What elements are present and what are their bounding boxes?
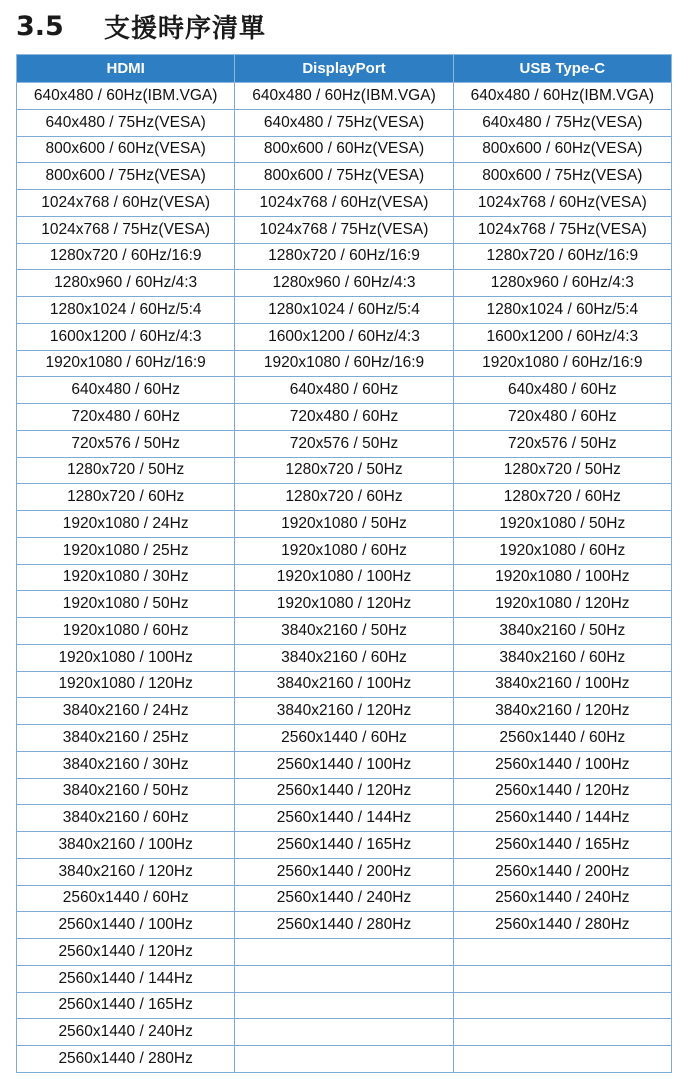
cell-hdmi: 1280x1024 / 60Hz/5:4 [17, 297, 235, 324]
cell-usb-type-c: 2560x1440 / 120Hz [453, 778, 671, 805]
cell-displayport: 1920x1080 / 50Hz [235, 511, 453, 538]
cell-usb-type-c: 1920x1080 / 60Hz [453, 537, 671, 564]
cell-usb-type-c [453, 1019, 671, 1046]
table-row [17, 912, 672, 939]
cell-usb-type-c: 2560x1440 / 240Hz [453, 885, 671, 912]
cell-usb-type-c: 640x480 / 75Hz(VESA) [453, 109, 671, 136]
cell-hdmi: 800x600 / 75Hz(VESA) [17, 163, 235, 190]
cell-displayport: 1600x1200 / 60Hz/4:3 [235, 323, 453, 350]
table-row [17, 1046, 672, 1073]
cell-displayport [235, 992, 453, 1019]
cell-hdmi: 3840x2160 / 100Hz [17, 832, 235, 859]
table-row [17, 858, 672, 885]
cell-displayport: 2560x1440 / 144Hz [235, 805, 453, 832]
table-row [17, 698, 672, 725]
table-row [17, 644, 672, 671]
table-row [17, 457, 672, 484]
cell-hdmi: 2560x1440 / 60Hz [17, 885, 235, 912]
section-heading [16, 4, 266, 48]
cell-usb-type-c: 3840x2160 / 100Hz [453, 671, 671, 698]
table-row [17, 430, 672, 457]
cell-usb-type-c: 1920x1080 / 50Hz [453, 511, 671, 538]
cell-usb-type-c: 1280x1024 / 60Hz/5:4 [453, 297, 671, 324]
cell-displayport: 720x576 / 50Hz [235, 430, 453, 457]
table-row [17, 109, 672, 136]
table-row [17, 136, 672, 163]
column-header-usb-type-c: USB Type-C [453, 55, 671, 83]
cell-displayport: 640x480 / 60Hz(IBM.VGA) [235, 83, 453, 110]
cell-displayport [235, 965, 453, 992]
table-row [17, 297, 672, 324]
table-row [17, 671, 672, 698]
cell-displayport: 1920x1080 / 60Hz [235, 537, 453, 564]
cell-hdmi: 2560x1440 / 144Hz [17, 965, 235, 992]
cell-usb-type-c: 1024x768 / 60Hz(VESA) [453, 190, 671, 217]
cell-hdmi: 1920x1080 / 120Hz [17, 671, 235, 698]
cell-displayport: 720x480 / 60Hz [235, 404, 453, 431]
cell-hdmi: 3840x2160 / 24Hz [17, 698, 235, 725]
table-row [17, 725, 672, 752]
cell-displayport: 3840x2160 / 100Hz [235, 671, 453, 698]
table-row [17, 992, 672, 1019]
cell-usb-type-c: 1280x720 / 50Hz [453, 457, 671, 484]
cell-usb-type-c: 2560x1440 / 280Hz [453, 912, 671, 939]
cell-usb-type-c: 1600x1200 / 60Hz/4:3 [453, 323, 671, 350]
cell-usb-type-c: 2560x1440 / 144Hz [453, 805, 671, 832]
cell-usb-type-c: 3840x2160 / 50Hz [453, 618, 671, 645]
cell-hdmi: 2560x1440 / 240Hz [17, 1019, 235, 1046]
cell-displayport: 800x600 / 75Hz(VESA) [235, 163, 453, 190]
cell-displayport: 2560x1440 / 100Hz [235, 751, 453, 778]
column-header-hdmi: HDMI [17, 55, 235, 83]
cell-usb-type-c: 640x480 / 60Hz [453, 377, 671, 404]
cell-usb-type-c: 1280x720 / 60Hz [453, 484, 671, 511]
column-header-displayport: DisplayPort [235, 55, 453, 83]
cell-usb-type-c: 2560x1440 / 165Hz [453, 832, 671, 859]
cell-displayport: 1920x1080 / 60Hz/16:9 [235, 350, 453, 377]
cell-displayport [235, 939, 453, 966]
cell-usb-type-c [453, 965, 671, 992]
cell-usb-type-c: 1280x960 / 60Hz/4:3 [453, 270, 671, 297]
cell-hdmi: 3840x2160 / 25Hz [17, 725, 235, 752]
cell-hdmi: 720x480 / 60Hz [17, 404, 235, 431]
header-row [17, 55, 672, 83]
cell-displayport: 1280x1024 / 60Hz/5:4 [235, 297, 453, 324]
cell-displayport: 1920x1080 / 120Hz [235, 591, 453, 618]
cell-displayport: 640x480 / 75Hz(VESA) [235, 109, 453, 136]
cell-hdmi: 1920x1080 / 60Hz/16:9 [17, 350, 235, 377]
table-row [17, 751, 672, 778]
cell-displayport: 2560x1440 / 120Hz [235, 778, 453, 805]
table-row [17, 484, 672, 511]
cell-usb-type-c [453, 939, 671, 966]
section-number: 3.5 [16, 10, 64, 42]
cell-usb-type-c: 1280x720 / 60Hz/16:9 [453, 243, 671, 270]
cell-hdmi: 2560x1440 / 280Hz [17, 1046, 235, 1073]
table-row [17, 805, 672, 832]
table-row [17, 1019, 672, 1046]
cell-hdmi: 1600x1200 / 60Hz/4:3 [17, 323, 235, 350]
table-row [17, 377, 672, 404]
table-row [17, 163, 672, 190]
cell-hdmi: 2560x1440 / 165Hz [17, 992, 235, 1019]
table-row [17, 350, 672, 377]
cell-hdmi: 1920x1080 / 25Hz [17, 537, 235, 564]
cell-displayport: 2560x1440 / 280Hz [235, 912, 453, 939]
cell-displayport: 1280x960 / 60Hz/4:3 [235, 270, 453, 297]
table-row [17, 270, 672, 297]
cell-hdmi: 3840x2160 / 60Hz [17, 805, 235, 832]
timing-table-header [17, 55, 672, 83]
cell-hdmi: 3840x2160 / 120Hz [17, 858, 235, 885]
cell-displayport: 1920x1080 / 100Hz [235, 564, 453, 591]
table-row [17, 564, 672, 591]
cell-usb-type-c [453, 992, 671, 1019]
cell-usb-type-c: 2560x1440 / 100Hz [453, 751, 671, 778]
cell-hdmi: 2560x1440 / 100Hz [17, 912, 235, 939]
table-row [17, 243, 672, 270]
cell-hdmi: 1920x1080 / 24Hz [17, 511, 235, 538]
cell-displayport: 2560x1440 / 165Hz [235, 832, 453, 859]
cell-hdmi: 1280x720 / 60Hz [17, 484, 235, 511]
table-row [17, 832, 672, 859]
cell-hdmi: 1920x1080 / 60Hz [17, 618, 235, 645]
cell-displayport: 800x600 / 60Hz(VESA) [235, 136, 453, 163]
table-row [17, 323, 672, 350]
table-row [17, 778, 672, 805]
cell-usb-type-c: 720x576 / 50Hz [453, 430, 671, 457]
cell-usb-type-c: 800x600 / 60Hz(VESA) [453, 136, 671, 163]
cell-displayport: 1024x768 / 60Hz(VESA) [235, 190, 453, 217]
timing-table [16, 54, 672, 1073]
table-row [17, 618, 672, 645]
cell-usb-type-c [453, 1046, 671, 1073]
cell-usb-type-c: 1920x1080 / 60Hz/16:9 [453, 350, 671, 377]
cell-usb-type-c: 720x480 / 60Hz [453, 404, 671, 431]
table-row [17, 537, 672, 564]
cell-hdmi: 1024x768 / 75Hz(VESA) [17, 216, 235, 243]
cell-hdmi: 3840x2160 / 30Hz [17, 751, 235, 778]
cell-hdmi: 640x480 / 75Hz(VESA) [17, 109, 235, 136]
table-row [17, 404, 672, 431]
cell-hdmi: 1024x768 / 60Hz(VESA) [17, 190, 235, 217]
cell-hdmi: 1920x1080 / 30Hz [17, 564, 235, 591]
cell-usb-type-c: 2560x1440 / 200Hz [453, 858, 671, 885]
cell-usb-type-c: 2560x1440 / 60Hz [453, 725, 671, 752]
cell-hdmi: 1920x1080 / 50Hz [17, 591, 235, 618]
cell-hdmi: 1280x960 / 60Hz/4:3 [17, 270, 235, 297]
cell-usb-type-c: 1920x1080 / 120Hz [453, 591, 671, 618]
cell-hdmi: 1280x720 / 50Hz [17, 457, 235, 484]
cell-usb-type-c: 3840x2160 / 120Hz [453, 698, 671, 725]
cell-displayport: 1024x768 / 75Hz(VESA) [235, 216, 453, 243]
table-row [17, 216, 672, 243]
cell-displayport [235, 1019, 453, 1046]
cell-displayport: 1280x720 / 50Hz [235, 457, 453, 484]
cell-displayport: 3840x2160 / 120Hz [235, 698, 453, 725]
cell-usb-type-c: 640x480 / 60Hz(IBM.VGA) [453, 83, 671, 110]
section-title: 支援時序清單 [104, 13, 267, 44]
cell-hdmi: 800x600 / 60Hz(VESA) [17, 136, 235, 163]
cell-hdmi: 1280x720 / 60Hz/16:9 [17, 243, 235, 270]
cell-hdmi: 640x480 / 60Hz [17, 377, 235, 404]
table-row [17, 885, 672, 912]
cell-displayport: 2560x1440 / 240Hz [235, 885, 453, 912]
cell-displayport: 3840x2160 / 50Hz [235, 618, 453, 645]
cell-displayport: 3840x2160 / 60Hz [235, 644, 453, 671]
table-row [17, 511, 672, 538]
table-row [17, 965, 672, 992]
cell-usb-type-c: 3840x2160 / 60Hz [453, 644, 671, 671]
cell-hdmi: 640x480 / 60Hz(IBM.VGA) [17, 83, 235, 110]
cell-usb-type-c: 1920x1080 / 100Hz [453, 564, 671, 591]
cell-hdmi: 720x576 / 50Hz [17, 430, 235, 457]
table-row [17, 591, 672, 618]
table-row [17, 83, 672, 110]
table-row [17, 939, 672, 966]
cell-displayport: 640x480 / 60Hz [235, 377, 453, 404]
cell-displayport: 2560x1440 / 60Hz [235, 725, 453, 752]
cell-hdmi: 1920x1080 / 100Hz [17, 644, 235, 671]
cell-displayport [235, 1046, 453, 1073]
timing-table-body [17, 83, 672, 1073]
cell-displayport: 2560x1440 / 200Hz [235, 858, 453, 885]
cell-displayport: 1280x720 / 60Hz/16:9 [235, 243, 453, 270]
cell-usb-type-c: 800x600 / 75Hz(VESA) [453, 163, 671, 190]
cell-hdmi: 2560x1440 / 120Hz [17, 939, 235, 966]
table-row [17, 190, 672, 217]
cell-usb-type-c: 1024x768 / 75Hz(VESA) [453, 216, 671, 243]
cell-displayport: 1280x720 / 60Hz [235, 484, 453, 511]
cell-hdmi: 3840x2160 / 50Hz [17, 778, 235, 805]
